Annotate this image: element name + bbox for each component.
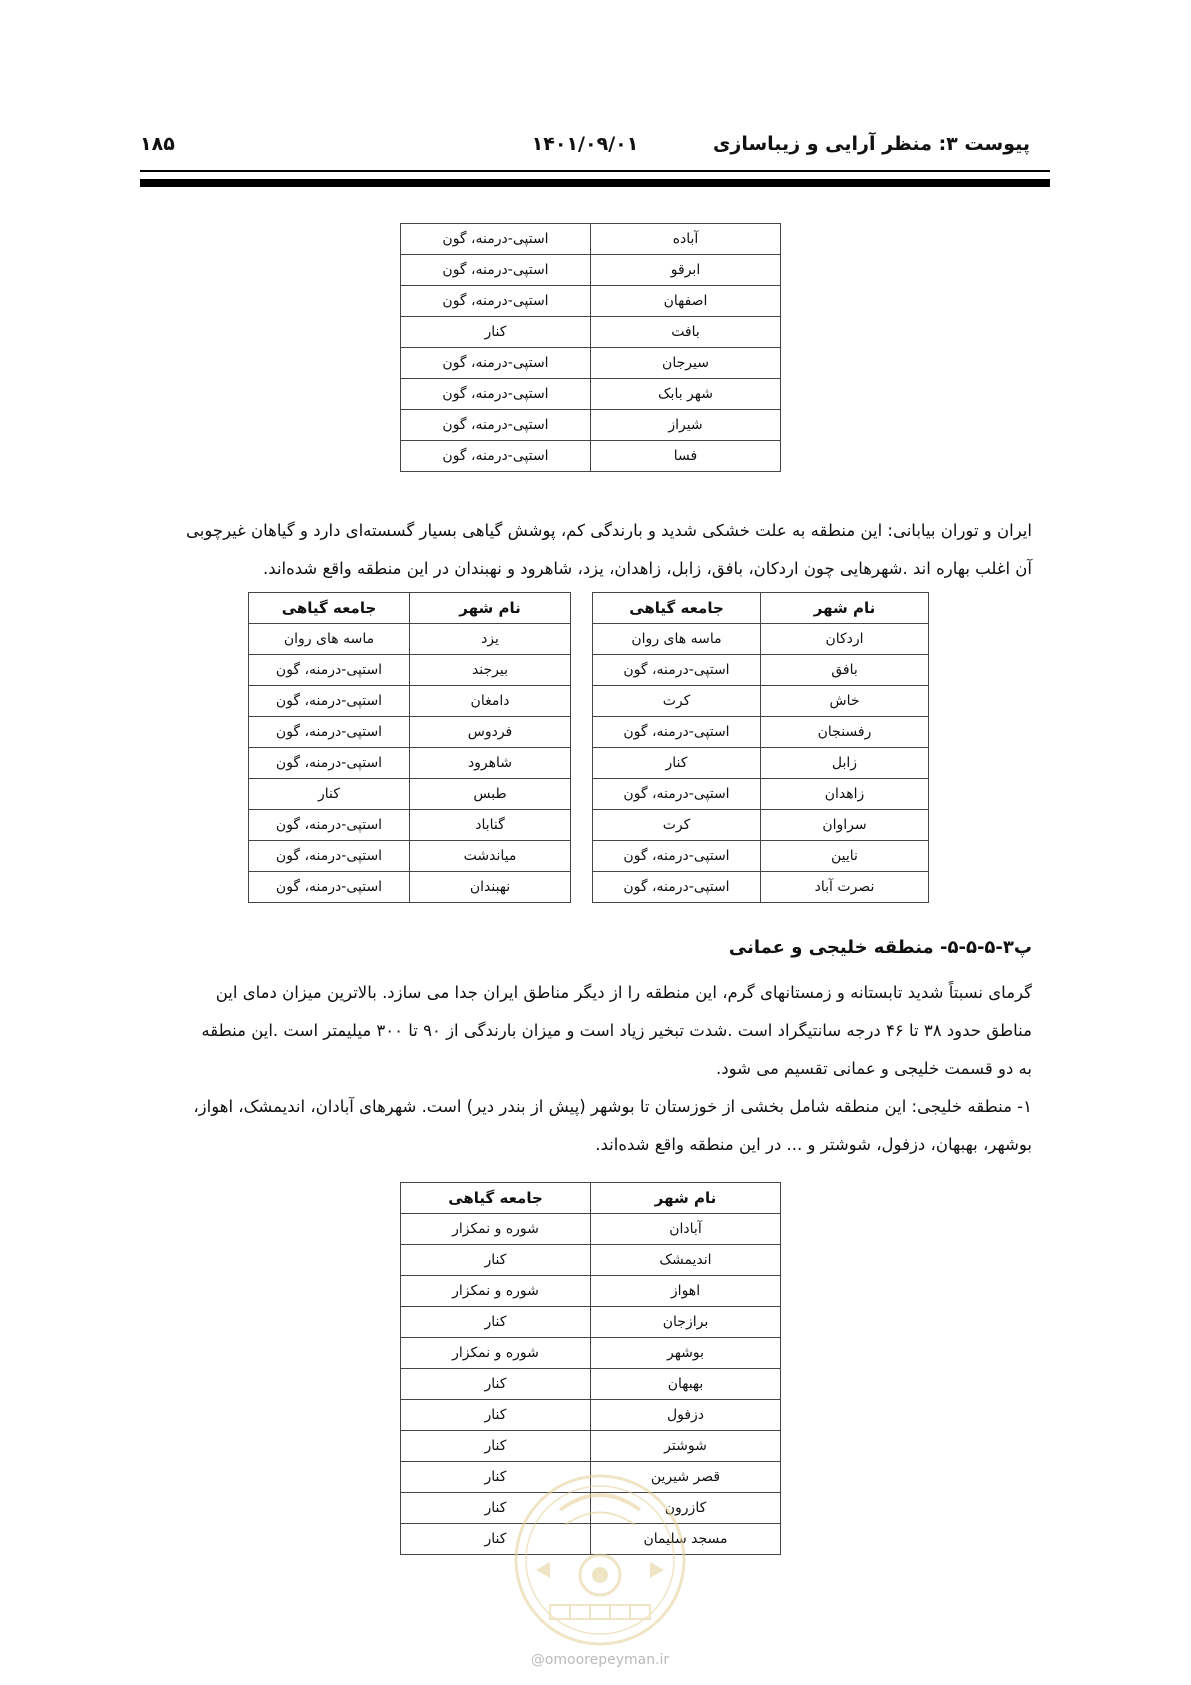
cell-vegetation: شوره و نمکزار bbox=[401, 1276, 591, 1307]
cell-city: خاش bbox=[761, 686, 929, 717]
paragraph-line: مناطق حدود ۳۸ تا ۴۶ درجه سانتیگراد است .شدت تبخیر زیاد است و میزان بارندگی از ۹۰ تا ۳۰۰ میلیمتر است .این منطقه bbox=[201, 1021, 1032, 1040]
cell-city: شوشتر bbox=[591, 1431, 781, 1462]
table-row bbox=[401, 1276, 781, 1307]
cell-vegetation: کنار bbox=[593, 748, 761, 779]
cell-city: بافق bbox=[761, 655, 929, 686]
header-rule-thin bbox=[140, 170, 1050, 172]
cell-vegetation: کنار bbox=[401, 1493, 591, 1524]
cell-vegetation: کنار bbox=[401, 1307, 591, 1338]
cell-vegetation: استپی-درمنه، گون bbox=[249, 841, 410, 872]
cell-city: فردوس bbox=[410, 717, 571, 748]
page-header bbox=[140, 128, 1030, 160]
paragraph-iran-turan bbox=[145, 512, 1032, 588]
cell-city: زابل bbox=[761, 748, 929, 779]
table-row bbox=[593, 655, 929, 686]
table-row bbox=[593, 748, 929, 779]
cell-vegetation: استپی-درمنه، گون bbox=[401, 410, 591, 441]
cell-vegetation: استپی-درمنه، گون bbox=[249, 686, 410, 717]
table-row bbox=[401, 379, 781, 410]
column-header-city: نام شهر bbox=[410, 593, 571, 624]
cell-city: طبس bbox=[410, 779, 571, 810]
cell-vegetation: استپی-درمنه، گون bbox=[593, 655, 761, 686]
cell-city: اصفهان bbox=[591, 286, 781, 317]
table-row bbox=[401, 224, 781, 255]
table-row bbox=[401, 1245, 781, 1276]
cell-vegetation: استپی-درمنه، گون bbox=[401, 379, 591, 410]
table-row bbox=[249, 779, 571, 810]
table-row bbox=[593, 779, 929, 810]
cell-city: مسجد سلیمان bbox=[591, 1524, 781, 1555]
table-row bbox=[593, 841, 929, 872]
cell-city: قصر شیرین bbox=[591, 1462, 781, 1493]
column-header-vegetation: جامعه گیاهی bbox=[593, 593, 761, 624]
cell-city: بیرجند bbox=[410, 655, 571, 686]
column-header-city: نام شهر bbox=[761, 593, 929, 624]
cell-vegetation: کنار bbox=[401, 1400, 591, 1431]
page-date: ۱۴۰۱/۰۹/۰۱ bbox=[531, 133, 639, 155]
table-row bbox=[401, 410, 781, 441]
column-header-vegetation: جامعه گیاهی bbox=[401, 1183, 591, 1214]
cell-vegetation: استپی-درمنه، گون bbox=[593, 717, 761, 748]
cell-city: اندیمشک bbox=[591, 1245, 781, 1276]
header-rule-thick bbox=[140, 179, 1050, 187]
table-row bbox=[401, 1369, 781, 1400]
cell-city: ابرقو bbox=[591, 255, 781, 286]
table-row bbox=[401, 441, 781, 472]
cell-city: اردکان bbox=[761, 624, 929, 655]
cell-vegetation: کنار bbox=[401, 1369, 591, 1400]
cell-vegetation: شوره و نمکزار bbox=[401, 1338, 591, 1369]
table-row bbox=[249, 717, 571, 748]
cell-vegetation: کنار bbox=[401, 1524, 591, 1555]
table-cities-left bbox=[248, 592, 571, 903]
cell-city: شهر بابک bbox=[591, 379, 781, 410]
table-row bbox=[593, 872, 929, 903]
cell-city: بافت bbox=[591, 317, 781, 348]
table-cities-1 bbox=[400, 223, 781, 472]
cell-city: زاهدان bbox=[761, 779, 929, 810]
paragraph-gulf-oman bbox=[145, 974, 1032, 1164]
table-row bbox=[401, 348, 781, 379]
cell-city: شاهرود bbox=[410, 748, 571, 779]
table-row bbox=[401, 1338, 781, 1369]
cell-city: شیراز bbox=[591, 410, 781, 441]
cell-vegetation: استپی-درمنه، گون bbox=[593, 841, 761, 872]
cell-vegetation: کنار bbox=[401, 1431, 591, 1462]
cell-city: اهواز bbox=[591, 1276, 781, 1307]
cell-vegetation: کنار bbox=[249, 779, 410, 810]
cell-vegetation: کنار bbox=[401, 1245, 591, 1276]
cell-vegetation: کرت bbox=[593, 686, 761, 717]
table-row bbox=[249, 655, 571, 686]
cell-city: سراوان bbox=[761, 810, 929, 841]
cell-city: نایین bbox=[761, 841, 929, 872]
cell-vegetation: استپی-درمنه، گون bbox=[249, 810, 410, 841]
paragraph-line: ۱- منطقه خلیجی: این منطقه شامل بخشی از خوزستان تا بوشهر (پیش از بندر دیر) است. شهرهای آبادان، اندیمشک، اهواز، bbox=[193, 1097, 1032, 1116]
cell-city: نصرت آباد bbox=[761, 872, 929, 903]
cell-vegetation: استپی-درمنه، گون bbox=[401, 348, 591, 379]
table-header-row bbox=[249, 593, 571, 624]
cell-vegetation: ماسه های روان bbox=[249, 624, 410, 655]
cell-vegetation: استپی-درمنه، گون bbox=[401, 286, 591, 317]
paragraph-line: گرمای نسبتاً شدید تابستانه و زمستانهای گرم، این منطقه را از دیگر مناطق ایران جدا می سازد. بالاترین میزان دمای این bbox=[215, 983, 1032, 1002]
cell-vegetation: استپی-درمنه، گون bbox=[593, 872, 761, 903]
section-heading: پ۳-۵-۵-۵- منطقه خلیجی و عمانی bbox=[728, 937, 1032, 958]
paragraph-line: بوشهر، بهبهان، دزفول، شوشتر و ... در این منطقه واقع شده‌اند. bbox=[595, 1135, 1032, 1154]
watermark-site: @omoorepeyman.ir bbox=[530, 1652, 670, 1668]
page-number: ۱۸۵ bbox=[140, 133, 175, 155]
table-row bbox=[401, 1307, 781, 1338]
cell-city: سیرجان bbox=[591, 348, 781, 379]
table-row bbox=[593, 624, 929, 655]
table-row bbox=[401, 255, 781, 286]
cell-city: میاندشت bbox=[410, 841, 571, 872]
cell-city: یزد bbox=[410, 624, 571, 655]
cell-vegetation: کرت bbox=[593, 810, 761, 841]
paragraph-line: به دو قسمت خلیجی و عمانی تقسیم می شود. bbox=[716, 1059, 1032, 1078]
table-row bbox=[249, 624, 571, 655]
column-header-city: نام شهر bbox=[591, 1183, 781, 1214]
cell-vegetation: استپی-درمنه، گون bbox=[401, 441, 591, 472]
cell-city: برازجان bbox=[591, 1307, 781, 1338]
cell-city: نهبندان bbox=[410, 872, 571, 903]
cell-city: دزفول bbox=[591, 1400, 781, 1431]
table-row bbox=[593, 810, 929, 841]
table-row bbox=[593, 717, 929, 748]
table-row bbox=[249, 841, 571, 872]
cell-vegetation: استپی-درمنه، گون bbox=[249, 655, 410, 686]
cell-city: دامغان bbox=[410, 686, 571, 717]
table-row bbox=[249, 872, 571, 903]
cell-vegetation: استپی-درمنه، گون bbox=[401, 255, 591, 286]
table-row bbox=[401, 1431, 781, 1462]
cell-vegetation: کنار bbox=[401, 1462, 591, 1493]
watermark-seal-icon bbox=[510, 1470, 690, 1650]
cell-city: رفسنجان bbox=[761, 717, 929, 748]
cell-vegetation: استپی-درمنه، گون bbox=[249, 748, 410, 779]
cell-city: بوشهر bbox=[591, 1338, 781, 1369]
cell-vegetation: ماسه های روان bbox=[593, 624, 761, 655]
table-row bbox=[249, 686, 571, 717]
table-row bbox=[249, 810, 571, 841]
table-row bbox=[401, 286, 781, 317]
cell-vegetation: استپی-درمنه، گون bbox=[249, 872, 410, 903]
cell-city: فسا bbox=[591, 441, 781, 472]
page-title: پیوست ۳: منظر آرایی و زیباسازی bbox=[713, 133, 1030, 155]
table-row bbox=[401, 1400, 781, 1431]
cell-vegetation: استپی-درمنه، گون bbox=[593, 779, 761, 810]
table-header-row bbox=[593, 593, 929, 624]
cell-city: بهبهان bbox=[591, 1369, 781, 1400]
cell-city: آباده bbox=[591, 224, 781, 255]
paragraph-line: ایران و توران بیابانی: این منطقه به علت خشکی شدید و بارندگی کم، پوشش گیاهی بسیار گسسته‌ای دارد و گیاهان غیرچوبی bbox=[186, 521, 1032, 540]
column-header-vegetation: جامعه گیاهی bbox=[249, 593, 410, 624]
table-row bbox=[401, 317, 781, 348]
table-cities-right bbox=[592, 592, 929, 903]
table-row bbox=[593, 686, 929, 717]
table-header-row bbox=[401, 1183, 781, 1214]
cell-city: گناباد bbox=[410, 810, 571, 841]
paragraph-line: آن اغلب بهاره اند .شهرهایی چون اردکان، بافق، زابل، زاهدان، یزد، شاهرود و نهبندان در این منطقه واقع شده‌اند. bbox=[263, 559, 1032, 578]
cell-vegetation: استپی-درمنه، گون bbox=[401, 224, 591, 255]
cell-city: آبادان bbox=[591, 1214, 781, 1245]
cell-vegetation: استپی-درمنه، گون bbox=[249, 717, 410, 748]
cell-city: کازرون bbox=[591, 1493, 781, 1524]
table-row bbox=[401, 1214, 781, 1245]
table-row bbox=[249, 748, 571, 779]
cell-vegetation: کنار bbox=[401, 317, 591, 348]
cell-vegetation: شوره و نمکزار bbox=[401, 1214, 591, 1245]
